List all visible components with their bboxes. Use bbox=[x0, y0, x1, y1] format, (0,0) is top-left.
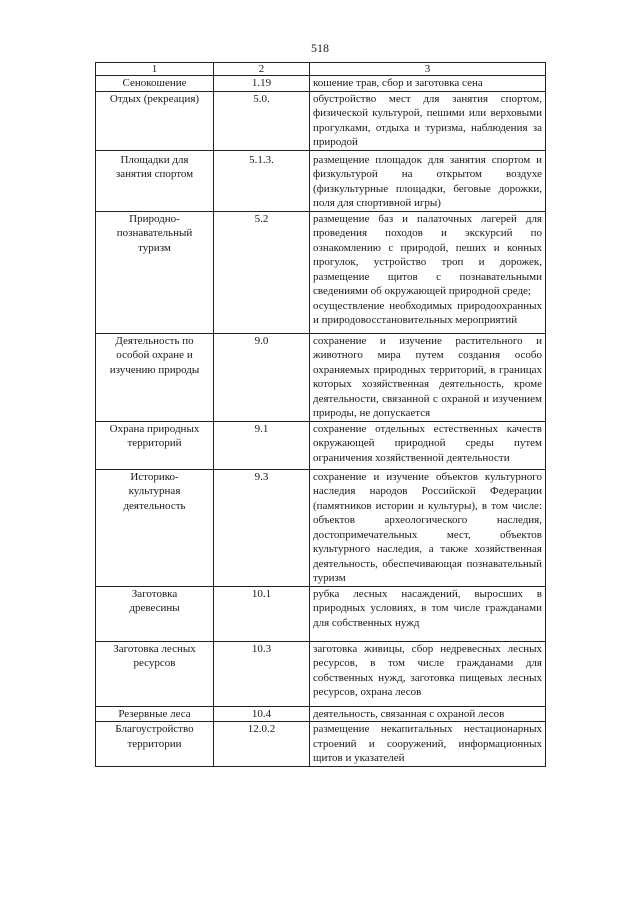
column-header: 2 bbox=[214, 63, 310, 76]
use-description: размещение площадок для занятия спортом и физкультурой на открытом воздухе (физкультурные площадки, беговые дорожки, поля для спортивной игры) bbox=[313, 153, 542, 209]
table-row bbox=[96, 76, 546, 92]
use-code: 10.1 bbox=[251, 587, 272, 600]
use-description: рубка лесных насаждений, выросших в природных условиях, в том числе гражданами для собственных нужд bbox=[313, 587, 542, 629]
use-name: Природно- познавательный туризм bbox=[116, 212, 193, 254]
use-code: 9.3 bbox=[254, 470, 269, 483]
table-row bbox=[96, 150, 546, 211]
use-description: деятельность, связанная с охраной лесов bbox=[313, 707, 505, 720]
use-code: 1.19 bbox=[251, 77, 272, 89]
page-number: 518 bbox=[311, 41, 329, 55]
use-name: Охрана природных территорий bbox=[109, 422, 200, 449]
use-code: 10.3 bbox=[251, 642, 272, 655]
table-header-row bbox=[96, 63, 546, 76]
table-row bbox=[96, 91, 546, 150]
use-name: Отдых (рекреация) bbox=[109, 92, 200, 105]
table-row bbox=[96, 333, 546, 421]
use-name: Деятельность по особой охране и изучению природы bbox=[109, 334, 200, 376]
table-row bbox=[96, 421, 546, 469]
use-description: кошение трав, сбор и заготовка сена bbox=[313, 77, 483, 89]
table-row bbox=[96, 469, 546, 586]
table-row bbox=[96, 722, 546, 767]
use-code: 12.0.2 bbox=[247, 723, 276, 735]
use-description: размещение некапитальных нестационарных строений и сооружений, информационных щитов и указателей bbox=[313, 723, 542, 764]
use-name: Заготовка древесины bbox=[129, 587, 180, 614]
column-header: 1 bbox=[96, 63, 214, 76]
use-description: сохранение и изучение объектов культурного наследия народов Российской Федерации (памятников истории и культуры), в том числе: объектов археологического наследия, достопримечательных мест, объектов культурного наследия, а также хозяйственная деятельность, обеспечивающая познавательный туризм bbox=[313, 470, 542, 584]
use-description: сохранение и изучение растительного и животного мира путем создания особо охраняемых природных территорий, в границах которых хозяйственная деятельность, кроме деятельности, связанной с охраной и изучением природы, не допускается bbox=[313, 334, 542, 419]
use-code: 10.4 bbox=[251, 707, 272, 720]
table-row bbox=[96, 706, 546, 722]
use-description: размещение баз и палаточных лагерей для проведения походов и экскурсий по ознакомлению с природой, пеших и конных прогулок, устройство троп и дорожек, размещение щитов с познавательными сведениями об окружающей природной среде; осуществление необходимых природоохранных и природовосстановительных мероприятий bbox=[313, 212, 542, 326]
table-row bbox=[96, 641, 546, 706]
table-row bbox=[96, 211, 546, 333]
use-description: обустройство мест для занятия спортом, физической культурой, пешими или верховыми прогулками, отдыха и туризма, наблюдения за природой bbox=[313, 92, 542, 148]
use-description: заготовка живицы, сбор недревесных лесных ресурсов, в том числе гражданами для собственных нужд, заготовка пищевых лесных ресурсов, охрана лесов bbox=[313, 642, 542, 698]
use-code: 5.1.3. bbox=[249, 153, 274, 166]
use-description: сохранение отдельных естественных качеств окружающей природной среды путем ограничения хозяйственной деятельности bbox=[313, 422, 542, 464]
use-name: Заготовка лесных ресурсов bbox=[113, 642, 196, 669]
use-name: Благоустройство территории bbox=[115, 723, 194, 750]
column-header: 3 bbox=[310, 63, 546, 76]
use-name: Историко- культурная деятельность bbox=[123, 470, 186, 512]
use-code: 5.2 bbox=[254, 212, 269, 225]
use-code: 5.0. bbox=[253, 92, 270, 105]
use-name: Площадки для занятия спортом bbox=[115, 153, 194, 180]
use-code: 9.1 bbox=[254, 422, 269, 435]
table-row bbox=[96, 586, 546, 641]
use-name: Сенокошение bbox=[122, 77, 187, 89]
use-name: Резервные леса bbox=[118, 707, 191, 720]
land-use-table bbox=[95, 62, 546, 767]
use-code: 9.0 bbox=[254, 334, 269, 347]
